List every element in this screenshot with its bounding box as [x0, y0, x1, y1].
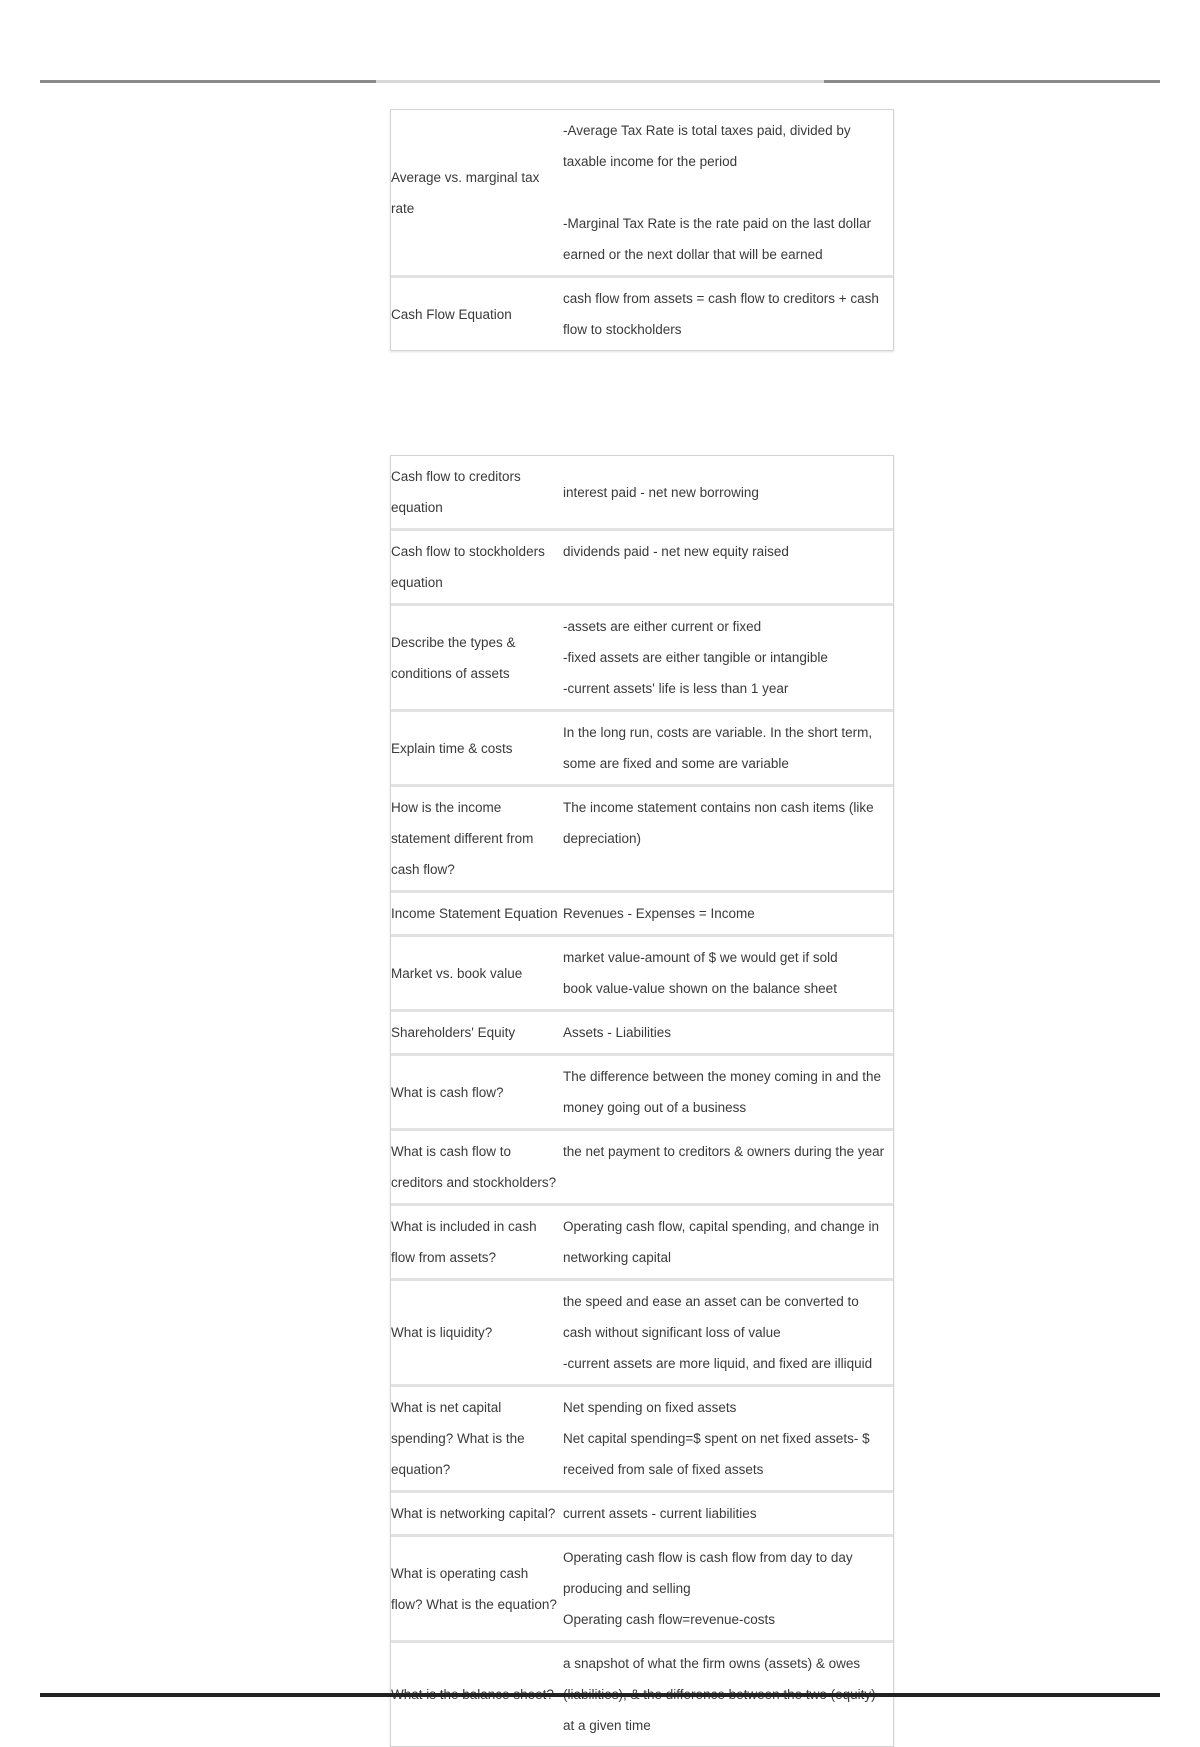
- definition-cell: the net payment to creditors & owners during the year: [563, 1144, 885, 1159]
- term-cell: Cash flow to creditors equation: [391, 469, 521, 515]
- flashcard-table-2: [390, 455, 894, 1747]
- term-cell: Cash flow to stockholders equation: [391, 544, 545, 590]
- table-row: [391, 1012, 893, 1056]
- table-row: [391, 1131, 893, 1206]
- table-row: [391, 606, 893, 712]
- definition-cell: Revenues - Expenses = Income: [563, 906, 755, 921]
- definition-cell: The difference between the money coming in and the money going out of a business: [563, 1069, 881, 1115]
- definition-cell: dividends paid - net new equity raised: [563, 544, 789, 559]
- definition-cell: interest paid - net new borrowing: [563, 484, 759, 500]
- term-cell: Market vs. book value: [391, 965, 523, 981]
- definition-cell: the speed and ease an asset can be converted to cash without significant loss of value -current assets are more liquid, and fixed are illiquid: [563, 1294, 873, 1371]
- table-row: [391, 531, 893, 606]
- table-row: [391, 1056, 893, 1131]
- definition-cell: current assets - current liabilities: [563, 1506, 757, 1521]
- term-cell: What is net capital spending? What is the equation?: [391, 1400, 525, 1477]
- table-row: [391, 893, 893, 937]
- definition-cell: cash flow from assets = cash flow to creditors + cash flow to stockholders: [563, 291, 879, 337]
- term-cell: What is networking capital?: [391, 1506, 556, 1521]
- definition-cell: -Average Tax Rate is total taxes paid, divided by taxable income for the period -Marginal Tax Rate is the rate paid on the last dollar earned or the next dollar that will be earned: [563, 123, 872, 262]
- table-row: [391, 1387, 893, 1493]
- definition-cell: Operating cash flow, capital spending, and change in networking capital: [563, 1219, 879, 1265]
- term-cell: Average vs. marginal tax rate: [391, 169, 540, 216]
- definition-cell: -assets are either current or fixed -fixed assets are either tangible or intangible -current assets' life is less than 1 year: [563, 619, 828, 696]
- table-row: [391, 712, 893, 787]
- table-row: [391, 1537, 893, 1643]
- term-cell: Describe the types & conditions of assets: [391, 634, 516, 681]
- definition-cell: Operating cash flow is cash flow from day to day producing and selling Operating cash flow=revenue-costs: [563, 1550, 853, 1627]
- term-cell: Income Statement Equation: [391, 906, 558, 921]
- definition-cell: Assets - Liabilities: [563, 1025, 672, 1040]
- term-cell: Shareholders' Equity: [391, 1025, 516, 1040]
- flashcard-table-1: [390, 109, 894, 351]
- term-cell: What is cash flow?: [391, 1084, 504, 1100]
- definition-cell: market value-amount of $ we would get if sold book value-value shown on the balance sheet: [563, 950, 838, 996]
- term-cell: What is liquidity?: [391, 1325, 493, 1340]
- term-cell: What is cash flow to creditors and stockholders?: [391, 1144, 557, 1190]
- bottom-divider: [40, 1693, 1160, 1697]
- table-row: [391, 1493, 893, 1537]
- definition-cell: The income statement contains non cash items (like depreciation): [563, 800, 874, 846]
- term-cell: How is the income statement different from cash flow?: [391, 800, 534, 877]
- definition-cell: Net spending on fixed assets Net capital spending=$ spent on net fixed assets- $ received from sale of fixed assets: [563, 1400, 870, 1477]
- table-row: [391, 1281, 893, 1387]
- table-row: [391, 278, 893, 350]
- top-divider: [40, 80, 1160, 83]
- definition-cell: a snapshot of what the firm owns (assets) & owes at a given time: [563, 1656, 861, 1733]
- table-row: [391, 1206, 893, 1281]
- table-row: [391, 937, 893, 1012]
- table-row: [391, 456, 893, 531]
- term-cell: What is operating cash flow? What is the equation?: [391, 1565, 557, 1612]
- table-row: [391, 787, 893, 893]
- term-cell: What is included in cash flow from assets?: [391, 1219, 537, 1265]
- table-row: [391, 110, 893, 278]
- term-cell: Explain time & costs: [391, 740, 513, 756]
- term-cell: Cash Flow Equation: [391, 306, 512, 322]
- definition-cell: In the long run, costs are variable. In the short term, some are fixed and some are variable: [563, 725, 873, 771]
